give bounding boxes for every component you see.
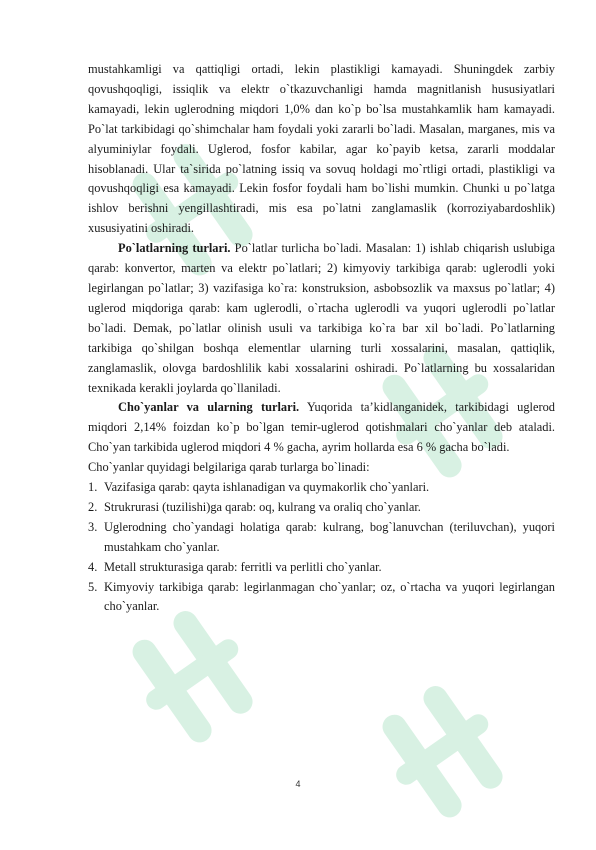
paragraph-continuation: mustahkamligi va qattiqligi ortadi, lekin plastikligi kamayadi. Shuningdek zarbiy qovushqoqligi, issiqlik va elektr o`tkazuvchanligi hamda magnitlanish hususiyatlari kamayadi, lekin uglerodning miqdori 1,0% dan ko`p bo`lsa mustahkamlik ham kamayadi. Po`lat tarkibidagi qo`shimchalar ham foydali yoki zararli bo`ladi. Masalan, marganes, mis va alyuminiylar foydali. Uglerod, fosfor kabilar, agar ko`payib ketsa, zararli moddalar hisoblanadi. Ular ta`sirida po`latning issiq va sovuq holdagi mo`rtligi ortadi, plastikligi va qovushqoqligi esa kamayadi. Lekin fosfor foydali ham bo`lishi mumkin. Chunki u po`latga ishlov berishni yengillashtiradi, mis esa po`latni zanglamaslik (korroziyabardoshlik) xususiyatini oshiradi. bbox=[88, 62, 555, 236]
section-heading-cast-iron: Cho`yanlar va ularning turlari. bbox=[118, 400, 300, 415]
list-item-number: 5. bbox=[88, 579, 98, 594]
classification-list bbox=[88, 478, 555, 617]
list-item-number: 2. bbox=[88, 499, 98, 514]
list-item-number: 3. bbox=[88, 519, 98, 534]
list-item-text: Metall strukturasiga qarab: ferritli va perlitli cho`yanlar. bbox=[104, 559, 382, 574]
page-number: 4 bbox=[295, 779, 301, 789]
list-item bbox=[88, 518, 555, 558]
list-item bbox=[88, 578, 555, 618]
paragraph-steel-types-body: Po`latlar turlicha bo`ladi. Masalan: 1) ishlab chiqarish uslubiga qarab: konvertor, marten va elektr po`latlari; 2) kimyoviy tarkibiga qarab: uglerodli yoki legirlangan po`latlar; 3) vazifasiga ko`ra: konstruksion, asbobsozlik va maxsus po`latlar; 4) uglerod miqdoriga qarab: kam uglerodli, o`rtacha uglerodli va yuqori uglerodli po`latlar bo`ladi. Demak, po`latlar olinish usuli va tarkibiga ko`ra bar xil bo`ladi. Po`latlarning tarkibiga qo`shilgan boshqa elementlar ularning turli xossalarini, masalan, qattiqlik, zanglamaslik, olovga bardoshlilik kabi xossalarini oshiradi. Po`latlarning bu xossalaridan texnikada kerakli joylarda qo`llaniladi. bbox=[88, 241, 555, 395]
paragraph-steel-types bbox=[88, 239, 555, 398]
list-item bbox=[88, 478, 555, 498]
list-item-text: Uglerodning cho`yandagi holatiga qarab: kulrang, bog`lanuvchan (teriluvchan), yuqori mustahkam cho`yanlar. bbox=[104, 519, 555, 554]
list-item-text: Kimyoviy tarkibiga qarab: legirlanmagan cho`yanlar; oz, o`rtacha va yuqori legirlangan cho`yanlar. bbox=[104, 579, 555, 614]
list-item-number: 4. bbox=[88, 559, 98, 574]
list-item-text: Vazifasiga qarab: qayta ishlanadigan va quymakorlik cho`yanlari. bbox=[104, 480, 430, 495]
paragraph-cast-iron-body: Yuqorida ta’kidlanganidek, tarkibidagi uglerod miqdori 2,14% foizdan ko`p bo`lgan temir-uglerod qotishmalari cho`yanlar deb ataladi. Cho`yan tarkibida uglerod miqdori 4 % gacha, ayrim hollarda esa 6 % gacha bo`ladi. bbox=[88, 400, 555, 455]
list-item bbox=[88, 498, 555, 518]
body-text bbox=[88, 60, 555, 617]
paragraph-classification-intro: Cho`yanlar quyidagi belgilariga qarab turlarga bo`linadi: bbox=[88, 460, 370, 475]
list-item-number: 1. bbox=[88, 480, 98, 495]
logo-watermark-icon bbox=[345, 650, 545, 850]
section-heading-steel-types: Po`latlarning turlari. bbox=[118, 241, 231, 256]
paragraph-cast-iron bbox=[88, 398, 555, 458]
list-item-text: Strukrurasi (tuzilishi)ga qarab: oq, kulrang va oraliq cho`yanlar. bbox=[104, 499, 421, 514]
list-item bbox=[88, 558, 555, 578]
